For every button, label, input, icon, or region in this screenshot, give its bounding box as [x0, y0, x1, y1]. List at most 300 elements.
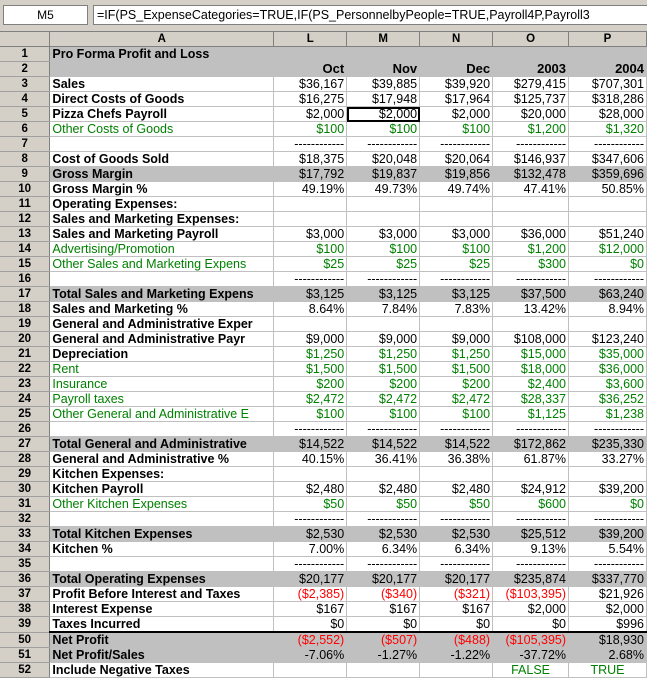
- row-label-cell[interactable]: Profit Before Interest and Taxes: [50, 587, 274, 602]
- row-header[interactable]: 7: [0, 137, 50, 152]
- row-header[interactable]: 52: [0, 663, 50, 678]
- value-cell[interactable]: $235,874: [493, 572, 569, 587]
- row-header[interactable]: 3: [0, 77, 50, 92]
- row-header[interactable]: 26: [0, 422, 50, 437]
- value-cell[interactable]: $2,472: [274, 392, 347, 407]
- value-cell[interactable]: $19,837: [347, 167, 420, 182]
- value-cell[interactable]: $9,000: [347, 332, 420, 347]
- value-cell[interactable]: ------------: [347, 272, 420, 287]
- row-label-cell[interactable]: [50, 137, 274, 152]
- value-cell[interactable]: $14,522: [420, 437, 493, 452]
- value-cell[interactable]: 2004: [569, 62, 647, 77]
- value-cell[interactable]: $50: [274, 497, 347, 512]
- value-cell[interactable]: [493, 467, 569, 482]
- value-cell[interactable]: $0: [493, 617, 569, 633]
- value-cell[interactable]: $39,200: [569, 482, 647, 497]
- value-cell[interactable]: ------------: [420, 512, 493, 527]
- value-cell[interactable]: 49.74%: [420, 182, 493, 197]
- value-cell[interactable]: TRUE: [569, 663, 647, 678]
- value-cell[interactable]: $16,275: [274, 92, 347, 107]
- value-cell[interactable]: $3,125: [420, 287, 493, 302]
- value-cell[interactable]: $600: [493, 497, 569, 512]
- value-cell[interactable]: ------------: [493, 512, 569, 527]
- value-cell[interactable]: $318,286: [569, 92, 647, 107]
- value-cell[interactable]: $200: [420, 377, 493, 392]
- row-header[interactable]: 4: [0, 92, 50, 107]
- value-cell[interactable]: ($321): [420, 587, 493, 602]
- column-header[interactable]: A: [50, 32, 274, 47]
- row-header[interactable]: 36: [0, 572, 50, 587]
- value-cell[interactable]: [569, 212, 647, 227]
- value-cell[interactable]: $17,948: [347, 92, 420, 107]
- row-header[interactable]: 34: [0, 542, 50, 557]
- value-cell[interactable]: $39,885: [347, 77, 420, 92]
- row-label-cell[interactable]: Net Profit/Sales: [50, 648, 274, 663]
- row-header[interactable]: 23: [0, 377, 50, 392]
- value-cell[interactable]: ------------: [347, 557, 420, 572]
- value-cell[interactable]: $2,000: [274, 107, 347, 122]
- value-cell[interactable]: $167: [420, 602, 493, 617]
- row-label-cell[interactable]: Total Kitchen Expenses: [50, 527, 274, 542]
- value-cell[interactable]: $36,252: [569, 392, 647, 407]
- value-cell[interactable]: $20,064: [420, 152, 493, 167]
- value-cell[interactable]: [347, 212, 420, 227]
- value-cell[interactable]: [274, 212, 347, 227]
- row-header[interactable]: 11: [0, 197, 50, 212]
- value-cell[interactable]: [493, 197, 569, 212]
- value-cell[interactable]: $50: [347, 497, 420, 512]
- row-header[interactable]: 19: [0, 317, 50, 332]
- value-cell[interactable]: [420, 467, 493, 482]
- value-cell[interactable]: $35,000: [569, 347, 647, 362]
- value-cell[interactable]: $100: [420, 407, 493, 422]
- formula-input[interactable]: =IF(PS_ExpenseCategories=TRUE,IF(PS_PersonnelbyPeople=TRUE,Payroll4P,Payroll3: [93, 5, 647, 25]
- value-cell[interactable]: [420, 663, 493, 678]
- value-cell[interactable]: $125,737: [493, 92, 569, 107]
- value-cell[interactable]: FALSE: [493, 663, 569, 678]
- value-cell[interactable]: ------------: [420, 422, 493, 437]
- value-cell[interactable]: 7.84%: [347, 302, 420, 317]
- value-cell[interactable]: $337,770: [569, 572, 647, 587]
- row-label-cell[interactable]: Net Profit: [50, 632, 274, 648]
- value-cell[interactable]: 36.41%: [347, 452, 420, 467]
- value-cell[interactable]: $39,200: [569, 527, 647, 542]
- value-cell[interactable]: 2003: [493, 62, 569, 77]
- value-cell[interactable]: $359,696: [569, 167, 647, 182]
- value-cell[interactable]: $172,862: [493, 437, 569, 452]
- value-cell[interactable]: [569, 47, 647, 62]
- value-cell[interactable]: 49.19%: [274, 182, 347, 197]
- value-cell[interactable]: $235,330: [569, 437, 647, 452]
- value-cell[interactable]: ------------: [569, 512, 647, 527]
- value-cell[interactable]: $167: [274, 602, 347, 617]
- row-label-cell[interactable]: Sales and Marketing Payroll: [50, 227, 274, 242]
- value-cell[interactable]: $18,930: [569, 632, 647, 648]
- column-header[interactable]: M: [347, 32, 420, 47]
- value-cell[interactable]: $1,238: [569, 407, 647, 422]
- value-cell[interactable]: 47.41%: [493, 182, 569, 197]
- row-label-cell[interactable]: Include Negative Taxes: [50, 663, 274, 678]
- row-header[interactable]: 2: [0, 62, 50, 77]
- value-cell[interactable]: $1,500: [274, 362, 347, 377]
- row-header[interactable]: 18: [0, 302, 50, 317]
- value-cell[interactable]: 33.27%: [569, 452, 647, 467]
- value-cell[interactable]: $14,522: [274, 437, 347, 452]
- value-cell[interactable]: $100: [274, 242, 347, 257]
- value-cell[interactable]: [347, 197, 420, 212]
- value-cell[interactable]: ------------: [569, 137, 647, 152]
- row-header[interactable]: 29: [0, 467, 50, 482]
- value-cell[interactable]: $25,512: [493, 527, 569, 542]
- value-cell[interactable]: [347, 663, 420, 678]
- column-header[interactable]: O: [493, 32, 569, 47]
- value-cell[interactable]: [274, 663, 347, 678]
- row-label-cell[interactable]: Total Sales and Marketing Expens: [50, 287, 274, 302]
- value-cell[interactable]: ------------: [493, 557, 569, 572]
- value-cell[interactable]: [347, 47, 420, 62]
- row-header[interactable]: 20: [0, 332, 50, 347]
- value-cell[interactable]: ------------: [274, 512, 347, 527]
- value-cell[interactable]: 36.38%: [420, 452, 493, 467]
- value-cell[interactable]: [420, 212, 493, 227]
- value-cell[interactable]: ------------: [493, 137, 569, 152]
- value-cell[interactable]: $347,606: [569, 152, 647, 167]
- value-cell[interactable]: ------------: [347, 137, 420, 152]
- value-cell[interactable]: $24,912: [493, 482, 569, 497]
- row-header[interactable]: 22: [0, 362, 50, 377]
- row-label-cell[interactable]: Other Sales and Marketing Expens: [50, 257, 274, 272]
- row-label-cell[interactable]: General and Administrative Exper: [50, 317, 274, 332]
- value-cell[interactable]: $17,964: [420, 92, 493, 107]
- value-cell[interactable]: $1,320: [569, 122, 647, 137]
- value-cell[interactable]: -37.72%: [493, 648, 569, 663]
- value-cell[interactable]: [493, 47, 569, 62]
- value-cell[interactable]: [493, 212, 569, 227]
- value-cell[interactable]: $17,792: [274, 167, 347, 182]
- value-cell[interactable]: ($2,552): [274, 632, 347, 648]
- value-cell[interactable]: Nov: [347, 62, 420, 77]
- value-cell[interactable]: [274, 47, 347, 62]
- value-cell[interactable]: 8.94%: [569, 302, 647, 317]
- value-cell[interactable]: 2.68%: [569, 648, 647, 663]
- value-cell[interactable]: $3,600: [569, 377, 647, 392]
- value-cell[interactable]: 7.83%: [420, 302, 493, 317]
- value-cell[interactable]: $36,000: [569, 362, 647, 377]
- value-cell[interactable]: $1,250: [347, 347, 420, 362]
- value-cell[interactable]: $279,415: [493, 77, 569, 92]
- value-cell[interactable]: $20,177: [420, 572, 493, 587]
- value-cell[interactable]: ($340): [347, 587, 420, 602]
- value-cell[interactable]: $3,000: [274, 227, 347, 242]
- value-cell[interactable]: $2,000: [493, 602, 569, 617]
- value-cell[interactable]: $28,337: [493, 392, 569, 407]
- row-label-cell[interactable]: Kitchen Expenses:: [50, 467, 274, 482]
- value-cell[interactable]: [420, 197, 493, 212]
- value-cell[interactable]: 61.87%: [493, 452, 569, 467]
- value-cell[interactable]: [569, 197, 647, 212]
- row-label-cell[interactable]: [50, 422, 274, 437]
- row-header[interactable]: 33: [0, 527, 50, 542]
- row-label-cell[interactable]: Gross Margin: [50, 167, 274, 182]
- value-cell[interactable]: $0: [569, 497, 647, 512]
- value-cell[interactable]: $300: [493, 257, 569, 272]
- row-header[interactable]: 39: [0, 617, 50, 633]
- row-header[interactable]: 35: [0, 557, 50, 572]
- value-cell[interactable]: $1,250: [274, 347, 347, 362]
- row-header[interactable]: 25: [0, 407, 50, 422]
- value-cell[interactable]: 7.00%: [274, 542, 347, 557]
- value-cell[interactable]: [420, 47, 493, 62]
- row-label-cell[interactable]: Kitchen Payroll: [50, 482, 274, 497]
- value-cell[interactable]: 6.34%: [347, 542, 420, 557]
- value-cell[interactable]: [569, 467, 647, 482]
- value-cell[interactable]: $0: [569, 257, 647, 272]
- value-cell[interactable]: $3,125: [347, 287, 420, 302]
- value-cell[interactable]: $20,048: [347, 152, 420, 167]
- row-label-cell[interactable]: Kitchen %: [50, 542, 274, 557]
- row-label-cell[interactable]: Sales: [50, 77, 274, 92]
- row-header[interactable]: 13: [0, 227, 50, 242]
- value-cell[interactable]: $18,000: [493, 362, 569, 377]
- row-header[interactable]: 37: [0, 587, 50, 602]
- value-cell[interactable]: ------------: [420, 557, 493, 572]
- row-header[interactable]: 28: [0, 452, 50, 467]
- value-cell[interactable]: ------------: [274, 422, 347, 437]
- value-cell[interactable]: $12,000: [569, 242, 647, 257]
- value-cell[interactable]: $2,000: [347, 107, 420, 122]
- value-cell[interactable]: -1.27%: [347, 648, 420, 663]
- value-cell[interactable]: 8.64%: [274, 302, 347, 317]
- value-cell[interactable]: $2,530: [274, 527, 347, 542]
- row-header[interactable]: 24: [0, 392, 50, 407]
- value-cell[interactable]: $0: [420, 617, 493, 633]
- value-cell[interactable]: $50: [420, 497, 493, 512]
- row-header[interactable]: 50: [0, 632, 50, 648]
- row-header[interactable]: 17: [0, 287, 50, 302]
- value-cell[interactable]: $0: [347, 617, 420, 633]
- value-cell[interactable]: $108,000: [493, 332, 569, 347]
- value-cell[interactable]: $39,920: [420, 77, 493, 92]
- value-cell[interactable]: [493, 317, 569, 332]
- row-label-cell[interactable]: Other Kitchen Expenses: [50, 497, 274, 512]
- value-cell[interactable]: [420, 317, 493, 332]
- value-cell[interactable]: $100: [420, 242, 493, 257]
- value-cell[interactable]: -7.06%: [274, 648, 347, 663]
- value-cell[interactable]: 5.54%: [569, 542, 647, 557]
- value-cell[interactable]: $20,000: [493, 107, 569, 122]
- row-header[interactable]: 30: [0, 482, 50, 497]
- row-label-cell[interactable]: Advertising/Promotion: [50, 242, 274, 257]
- value-cell[interactable]: ------------: [274, 557, 347, 572]
- value-cell[interactable]: 40.15%: [274, 452, 347, 467]
- value-cell[interactable]: $9,000: [274, 332, 347, 347]
- row-label-cell[interactable]: Interest Expense: [50, 602, 274, 617]
- row-label-cell[interactable]: Pro Forma Profit and Loss: [50, 47, 274, 62]
- value-cell[interactable]: ($2,385): [274, 587, 347, 602]
- value-cell[interactable]: Dec: [420, 62, 493, 77]
- value-cell[interactable]: 9.13%: [493, 542, 569, 557]
- value-cell[interactable]: $37,500: [493, 287, 569, 302]
- row-label-cell[interactable]: General and Administrative Payr: [50, 332, 274, 347]
- value-cell[interactable]: ($507): [347, 632, 420, 648]
- value-cell[interactable]: ------------: [420, 272, 493, 287]
- value-cell[interactable]: $3,000: [420, 227, 493, 242]
- row-label-cell[interactable]: Operating Expenses:: [50, 197, 274, 212]
- value-cell[interactable]: $146,937: [493, 152, 569, 167]
- value-cell[interactable]: 6.34%: [420, 542, 493, 557]
- value-cell[interactable]: 50.85%: [569, 182, 647, 197]
- value-cell[interactable]: $1,125: [493, 407, 569, 422]
- value-cell[interactable]: ------------: [347, 422, 420, 437]
- select-all-corner[interactable]: [0, 32, 50, 47]
- row-header[interactable]: 10: [0, 182, 50, 197]
- value-cell[interactable]: $200: [274, 377, 347, 392]
- value-cell[interactable]: $100: [347, 407, 420, 422]
- value-cell[interactable]: $18,375: [274, 152, 347, 167]
- value-cell[interactable]: $2,400: [493, 377, 569, 392]
- value-cell[interactable]: $2,000: [569, 602, 647, 617]
- value-cell[interactable]: $132,478: [493, 167, 569, 182]
- value-cell[interactable]: $3,000: [347, 227, 420, 242]
- value-cell[interactable]: $2,472: [420, 392, 493, 407]
- row-label-cell[interactable]: Taxes Incurred: [50, 617, 274, 633]
- value-cell[interactable]: $25: [347, 257, 420, 272]
- value-cell[interactable]: $25: [274, 257, 347, 272]
- value-cell[interactable]: $200: [347, 377, 420, 392]
- value-cell[interactable]: 49.73%: [347, 182, 420, 197]
- row-header[interactable]: 6: [0, 122, 50, 137]
- value-cell[interactable]: $1,200: [493, 242, 569, 257]
- value-cell[interactable]: $51,240: [569, 227, 647, 242]
- value-cell[interactable]: $100: [274, 122, 347, 137]
- column-header[interactable]: L: [274, 32, 347, 47]
- value-cell[interactable]: ------------: [569, 272, 647, 287]
- value-cell[interactable]: [569, 317, 647, 332]
- value-cell[interactable]: $63,240: [569, 287, 647, 302]
- row-header[interactable]: 21: [0, 347, 50, 362]
- value-cell[interactable]: $2,480: [420, 482, 493, 497]
- value-cell[interactable]: $0: [274, 617, 347, 633]
- value-cell[interactable]: -1.22%: [420, 648, 493, 663]
- row-header[interactable]: 51: [0, 648, 50, 663]
- row-label-cell[interactable]: [50, 557, 274, 572]
- row-label-cell[interactable]: Other Costs of Goods: [50, 122, 274, 137]
- value-cell[interactable]: $20,177: [347, 572, 420, 587]
- value-cell[interactable]: $21,926: [569, 587, 647, 602]
- value-cell[interactable]: $19,856: [420, 167, 493, 182]
- value-cell[interactable]: $2,480: [274, 482, 347, 497]
- value-cell[interactable]: $14,522: [347, 437, 420, 452]
- value-cell[interactable]: $100: [347, 242, 420, 257]
- value-cell[interactable]: ------------: [347, 512, 420, 527]
- row-label-cell[interactable]: Depreciation: [50, 347, 274, 362]
- value-cell[interactable]: $123,240: [569, 332, 647, 347]
- value-cell[interactable]: $996: [569, 617, 647, 633]
- value-cell[interactable]: ------------: [274, 272, 347, 287]
- row-label-cell[interactable]: Pizza Chefs Payroll: [50, 107, 274, 122]
- row-label-cell[interactable]: Total Operating Expenses: [50, 572, 274, 587]
- value-cell[interactable]: ------------: [493, 272, 569, 287]
- value-cell[interactable]: ------------: [569, 422, 647, 437]
- value-cell[interactable]: $1,500: [420, 362, 493, 377]
- value-cell[interactable]: ------------: [420, 137, 493, 152]
- value-cell[interactable]: $2,000: [420, 107, 493, 122]
- value-cell[interactable]: $100: [274, 407, 347, 422]
- value-cell[interactable]: ($103,395): [493, 587, 569, 602]
- value-cell[interactable]: $36,167: [274, 77, 347, 92]
- value-cell[interactable]: $9,000: [420, 332, 493, 347]
- row-header[interactable]: 14: [0, 242, 50, 257]
- value-cell[interactable]: 13.42%: [493, 302, 569, 317]
- row-label-cell[interactable]: Insurance: [50, 377, 274, 392]
- value-cell[interactable]: $25: [420, 257, 493, 272]
- row-header[interactable]: 15: [0, 257, 50, 272]
- value-cell[interactable]: [347, 467, 420, 482]
- row-label-cell[interactable]: Sales and Marketing Expenses:: [50, 212, 274, 227]
- row-label-cell[interactable]: Cost of Goods Sold: [50, 152, 274, 167]
- value-cell[interactable]: ($105,395): [493, 632, 569, 648]
- row-label-cell[interactable]: General and Administrative %: [50, 452, 274, 467]
- row-header[interactable]: 12: [0, 212, 50, 227]
- row-header[interactable]: 8: [0, 152, 50, 167]
- row-label-cell[interactable]: [50, 512, 274, 527]
- value-cell[interactable]: ------------: [569, 557, 647, 572]
- row-header[interactable]: 27: [0, 437, 50, 452]
- row-label-cell[interactable]: Total General and Administrative: [50, 437, 274, 452]
- row-label-cell[interactable]: Sales and Marketing %: [50, 302, 274, 317]
- value-cell[interactable]: $1,500: [347, 362, 420, 377]
- name-box[interactable]: M5: [3, 5, 88, 25]
- value-cell[interactable]: $20,177: [274, 572, 347, 587]
- row-label-cell[interactable]: Rent: [50, 362, 274, 377]
- value-cell[interactable]: $1,200: [493, 122, 569, 137]
- value-cell[interactable]: $2,472: [347, 392, 420, 407]
- row-header[interactable]: 31: [0, 497, 50, 512]
- value-cell[interactable]: [274, 317, 347, 332]
- value-cell[interactable]: [274, 467, 347, 482]
- row-header[interactable]: 1: [0, 47, 50, 62]
- row-label-cell[interactable]: Payroll taxes: [50, 392, 274, 407]
- value-cell[interactable]: $2,480: [347, 482, 420, 497]
- value-cell[interactable]: $15,000: [493, 347, 569, 362]
- row-label-cell[interactable]: Other General and Administrative E: [50, 407, 274, 422]
- row-label-cell[interactable]: Direct Costs of Goods: [50, 92, 274, 107]
- value-cell[interactable]: ------------: [493, 422, 569, 437]
- row-header[interactable]: 16: [0, 272, 50, 287]
- row-label-cell[interactable]: Gross Margin %: [50, 182, 274, 197]
- value-cell[interactable]: Oct: [274, 62, 347, 77]
- value-cell[interactable]: $36,000: [493, 227, 569, 242]
- value-cell[interactable]: $167: [347, 602, 420, 617]
- row-label-cell[interactable]: [50, 272, 274, 287]
- value-cell[interactable]: $100: [420, 122, 493, 137]
- row-header[interactable]: 32: [0, 512, 50, 527]
- value-cell[interactable]: [347, 317, 420, 332]
- value-cell[interactable]: $707,301: [569, 77, 647, 92]
- value-cell[interactable]: ------------: [274, 137, 347, 152]
- value-cell[interactable]: [274, 197, 347, 212]
- row-header[interactable]: 5: [0, 107, 50, 122]
- column-header[interactable]: P: [569, 32, 647, 47]
- value-cell[interactable]: ($488): [420, 632, 493, 648]
- value-cell[interactable]: $3,125: [274, 287, 347, 302]
- column-header[interactable]: N: [420, 32, 493, 47]
- row-header[interactable]: 38: [0, 602, 50, 617]
- value-cell[interactable]: $1,250: [420, 347, 493, 362]
- value-cell[interactable]: $28,000: [569, 107, 647, 122]
- row-header[interactable]: 9: [0, 167, 50, 182]
- value-cell[interactable]: $2,530: [420, 527, 493, 542]
